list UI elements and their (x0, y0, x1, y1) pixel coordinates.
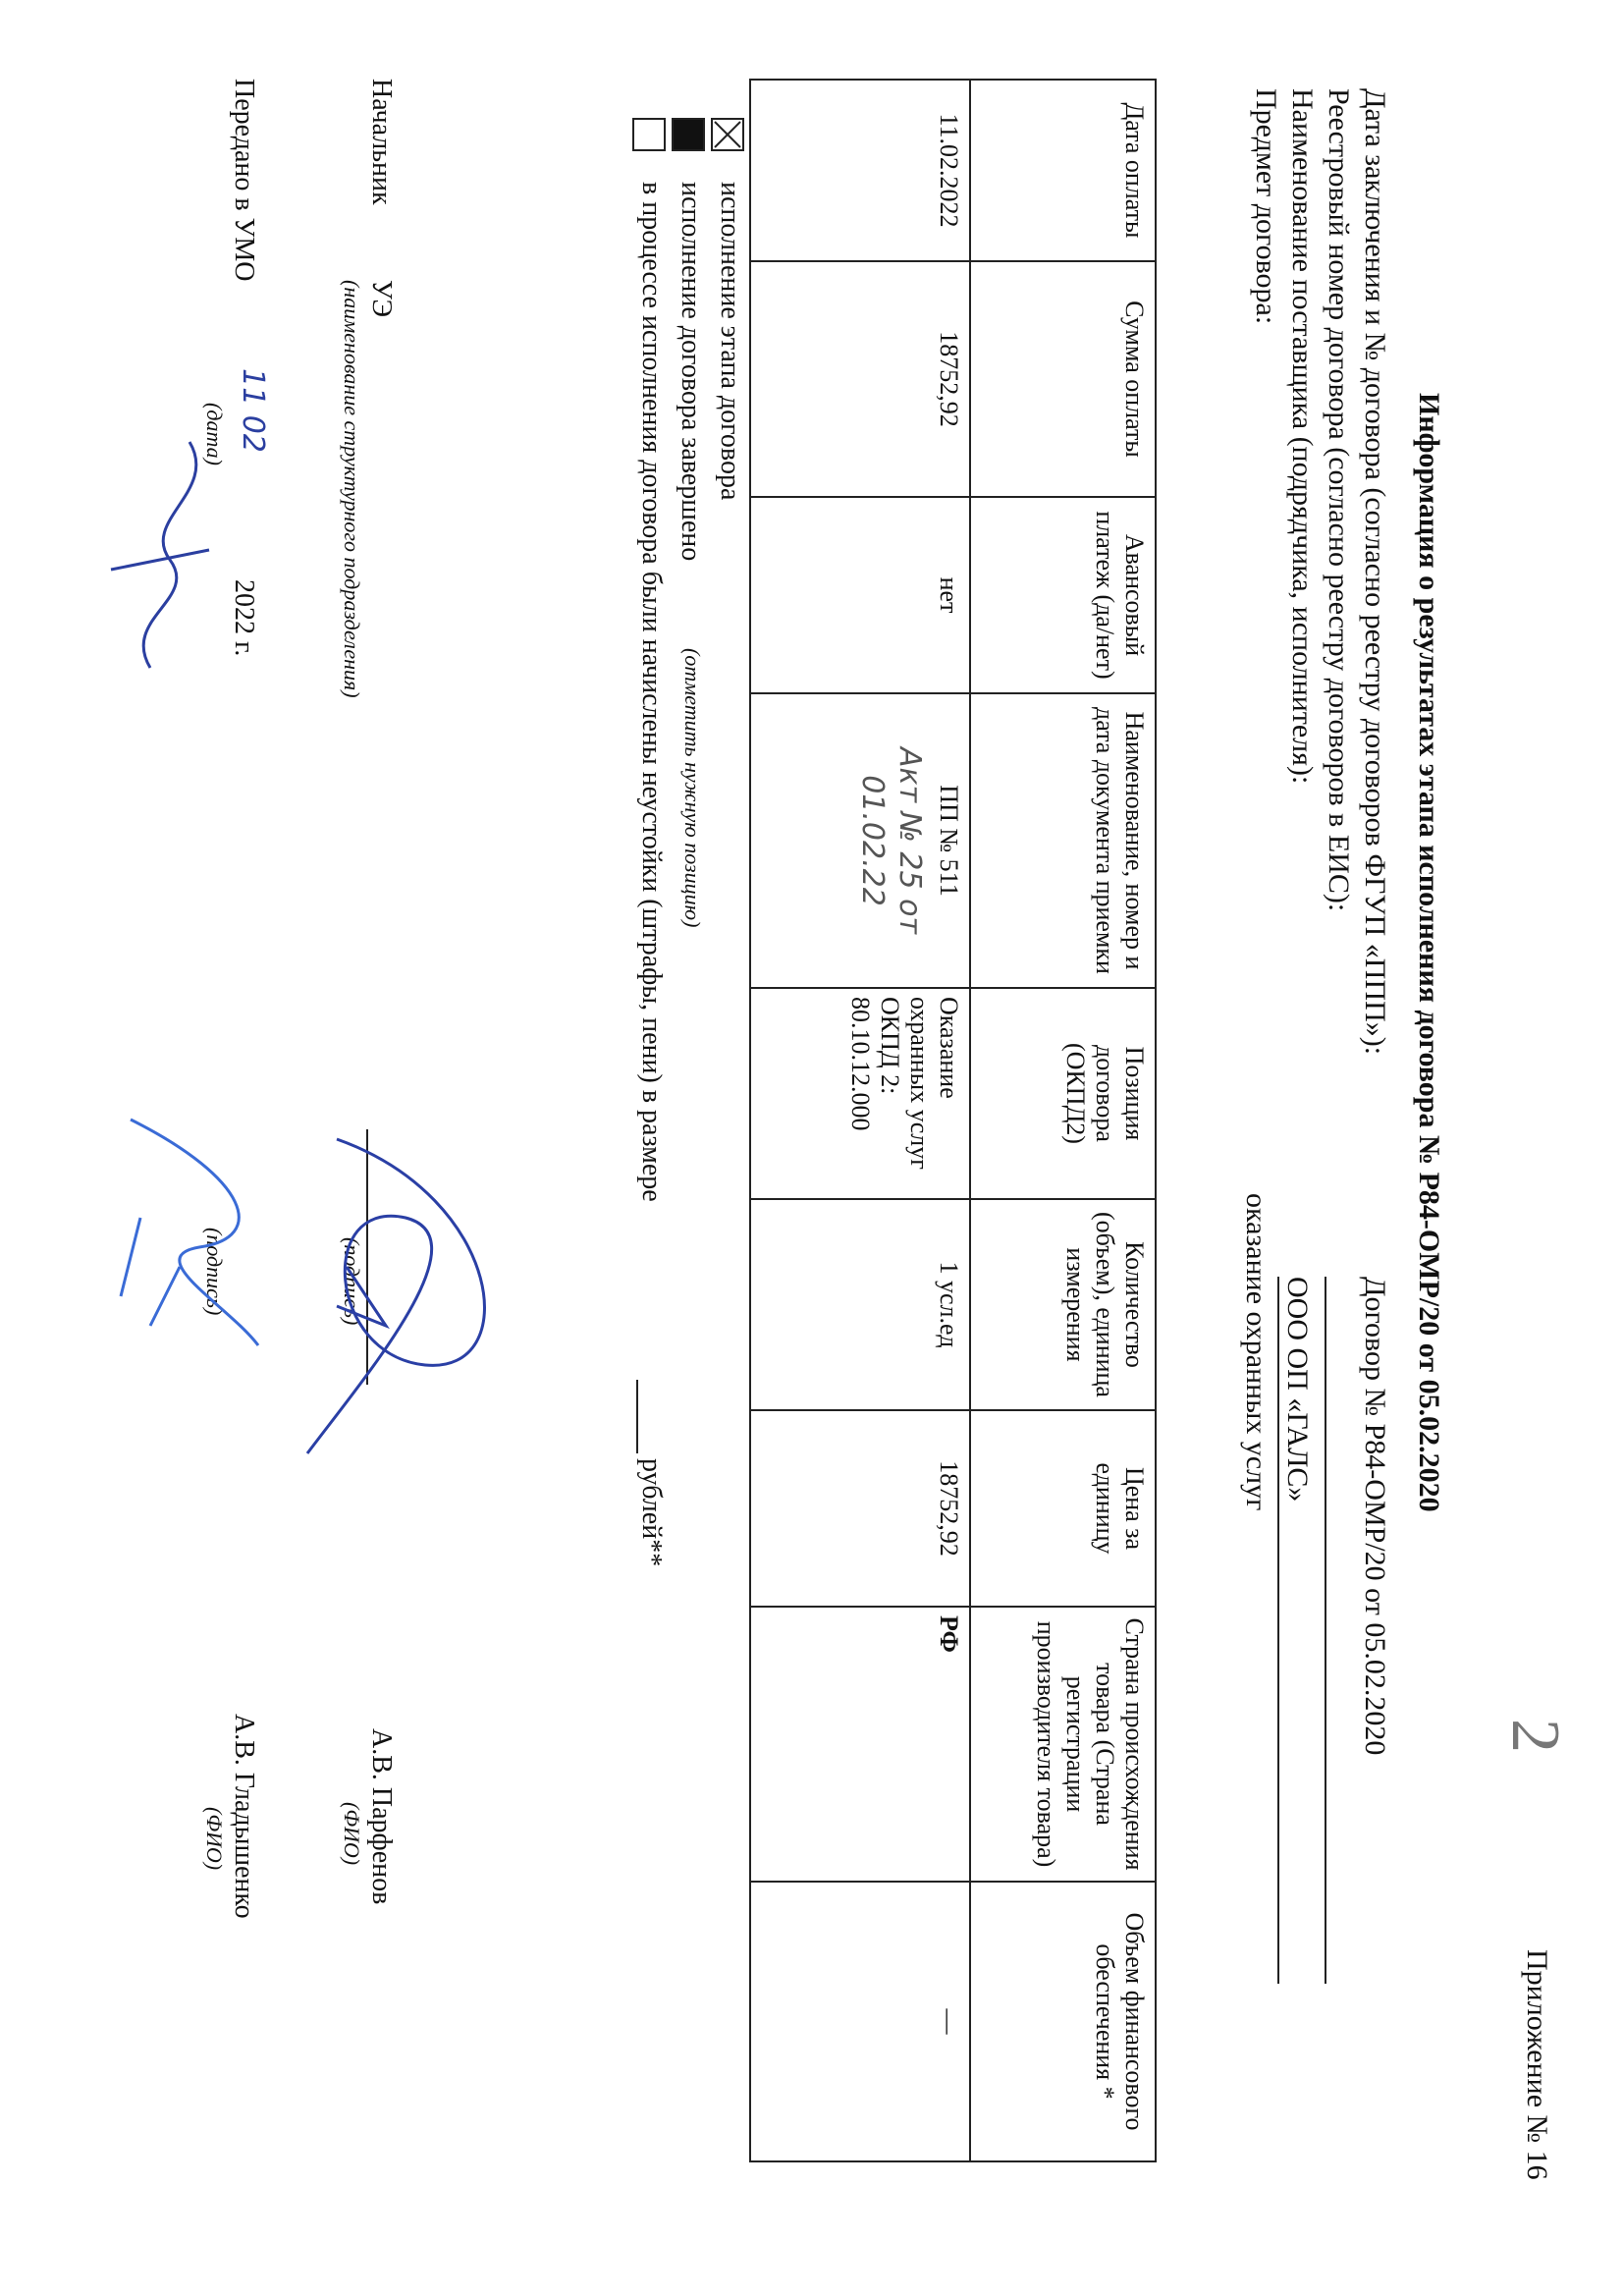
document-title: Информация о результатах этапа исполнения договора № Р84-ОМР/20 от 05.02.2020 (1413, 393, 1445, 1512)
cell-document-handwritten: Акт № 25 от 01.02.22 (855, 747, 927, 934)
checkbox-in-progress[interactable] (632, 118, 666, 151)
header-payment-date: Дата оплаты (970, 80, 1156, 261)
contract-date-label: Дата заключения и № договора (согласно реестру договоров ФГУП «ППП»): (1359, 88, 1391, 1056)
checkbox-stage[interactable] (711, 118, 744, 151)
checkbox-completed[interactable] (672, 118, 705, 151)
cell-advance: нет (750, 497, 970, 693)
transfer-name-hint: (ФИО) (202, 1807, 227, 1871)
header-quantity: Количество (объем), единица измерения (970, 1199, 1156, 1410)
department-value: УЭ (366, 280, 397, 317)
cell-payment-amount: 18752,92 (750, 261, 970, 497)
option-in-progress-suffix: рублей** (636, 1458, 667, 1567)
cell-quantity: 1 усл.ед (750, 1199, 970, 1410)
head-name: А.В. Парфенов (366, 1728, 397, 1905)
contract-date-value: Договор № Р84-ОМР/20 от 05.02.2020 (1359, 1277, 1391, 1756)
head-label: Начальник (366, 79, 397, 205)
department-hint: (наименование структурного подразделения) (340, 280, 364, 698)
corner-handwritten-mark: 2 (1497, 1719, 1573, 1753)
transfer-signature-scribble (101, 1100, 288, 1394)
option-completed-label: исполнение договора завершено (676, 182, 706, 562)
header-contract-position: Позиция договора (ОКПД2) (970, 988, 1156, 1199)
head-signature-hint: (подпись) (340, 1237, 364, 1326)
checkbox-cross-icon (713, 120, 742, 149)
subject-label: Предмет договора: (1250, 88, 1282, 325)
cell-acceptance-document (750, 693, 970, 988)
subject-value: оказание охранных услуг (1240, 1193, 1272, 1511)
cell-payment-date: 11.02.2022 (750, 80, 970, 261)
registry-number-line (1325, 1277, 1326, 1984)
head-name-hint: (ФИО) (340, 1802, 364, 1866)
transfer-year: 2022 г. (229, 579, 259, 657)
cell-country: РФ (750, 1607, 970, 1882)
cell-unit-price: 18752,92 (750, 1410, 970, 1607)
transfer-date-handwritten: 11 02 (236, 368, 270, 453)
header-country: Страна происхождения товара (Страна регистрации производителя товара) (970, 1607, 1156, 1882)
transfer-date-hint: (дата) (202, 403, 227, 465)
cell-contract-position: Оказание охранных услуг ОКПД 2: 80.10.12.000 (750, 988, 970, 1199)
option-in-progress-label: в процессе исполнения договора были начислены неустойки (штрафы, пени) в размере (636, 182, 667, 1202)
registry-number-label: Реестровый номер договора (согласно реестру договоров в ЕИС): (1323, 88, 1355, 912)
option-stage-label: исполнение этапа договора (715, 182, 745, 501)
transfer-label: Передано в УМО (229, 79, 259, 282)
cell-document-printed: ПП № 511 (935, 785, 963, 897)
header-payment-amount: Сумма оплаты (970, 261, 1156, 497)
head-signature-scribble (288, 1080, 543, 1493)
table-row (750, 80, 970, 2161)
cell-financing: — (750, 1882, 970, 2161)
supplier-value: ООО ОП «ГАЛС» (1281, 1277, 1314, 1503)
option-hint: (отметить нужную позицию) (680, 648, 705, 928)
penalty-amount-line (636, 1380, 638, 1453)
transfer-signature-hint: (подпись) (202, 1228, 227, 1316)
transfer-name: А.В. Гладышенко (229, 1714, 259, 1919)
supplier-line (1277, 1277, 1279, 1984)
annex-label: Приложение № 16 (1521, 1949, 1553, 2180)
payment-table (749, 79, 1157, 2162)
header-unit-price: Цена за единицу (970, 1410, 1156, 1607)
header-financing: Объем финансового обеспечения * (970, 1882, 1156, 2161)
table-header-row (970, 80, 1156, 2161)
supplier-label: Наименование поставщика (подрядчика, исполнителя): (1286, 88, 1319, 785)
transfer-date-scribble (91, 432, 229, 687)
header-acceptance-document: Наименование, номер и дата документа приемки (970, 693, 1156, 988)
header-advance: Авансовый платеж (да/нет) (970, 497, 1156, 693)
